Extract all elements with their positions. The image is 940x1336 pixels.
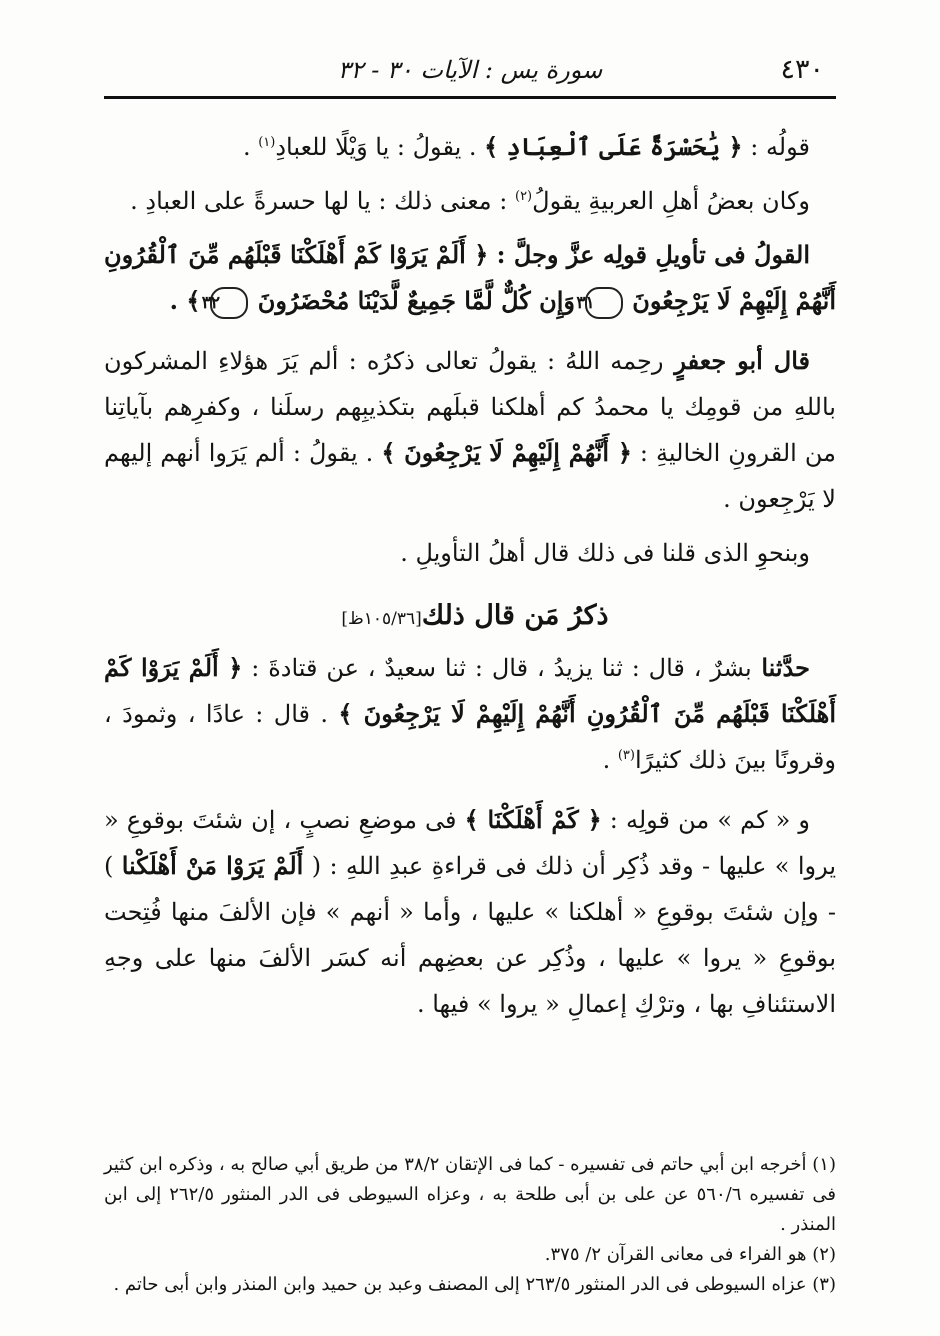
footnotes xyxy=(104,1150,836,1300)
paragraph-text: رحِمه اللهُ : يقولُ تعالى ذكرُه : ألم يَرَ هؤلاءِ المشركون باللهِ من قومِك يا محمدُ كم أهلكنا قبلَهم بتكذيبِهم رسلَنا ، وكفرِهم بآياتِنا من القرونِ الخاليةِ : xyxy=(104,347,837,467)
paragraph-text: . قال : عادًا ، وثمودَ ، وقرونًا بينَ ذلك كثيرًا xyxy=(104,700,836,774)
section-heading xyxy=(104,600,836,631)
footnote-ref: (٢) xyxy=(514,189,533,204)
chapter-lead: القولُ فى تأويلِ قولِه عزَّ وجلَّ : xyxy=(488,240,811,269)
quran-quote: ﴿ يَٰحَسْرَةً عَلَى ٱلْعِبَادِ ﴾ xyxy=(484,132,743,161)
footnote: (١) أخرجه ابن أبي حاتم فى تفسيره - كما فى الإتقان ٣٨/٢ من طريق أبي صالح به ، وذكره ابن كثير فى تفسيره ٥٦٠/٦ عن على بن أبى طلحة به ، وعزاه السيوطى فى الدر المنثور ٢٦٢/٥ إلى ابن المنذر . xyxy=(104,1154,836,1235)
footnote-ref: (١) xyxy=(258,135,276,150)
paragraph-text: وبنحوِ الذى قلنا فى ذلك قال أهلُ التأويلِ . xyxy=(400,539,810,567)
quran-quote-close: ﴾ . xyxy=(169,286,201,315)
running-title: سورة يس : الآيات ٣٠ - ٣٢ xyxy=(337,56,603,84)
footnote: (٣) عزاه السيوطى فى الدر المنثور ٢٦٣/٥ إلى المصنف وعبد بن حميد وابن المنذر وابن أبى حاتم . xyxy=(113,1274,836,1295)
paragraph-text: وكان بعضُ أهلِ العربيةِ يقولُ xyxy=(532,187,810,215)
ayah-number-marker: ٣٢ xyxy=(210,287,248,319)
quran-quote: وَإِن كُلٌّ لَّمَّا جَمِيعٌ لَّدَيْنَا مُحْضَرُونَ xyxy=(257,286,575,315)
paragraph xyxy=(104,645,836,783)
paragraph-lead: قولُه : xyxy=(742,133,810,161)
quran-quote: ﴿ أَلَمْ يَرَوْا كَمْ أَهْلَكْنَا قَبْلَهُم مِّنَ ٱلْقُرُونِ أَنَّهُمْ إِلَيْهِمْ لَا يَرْجِعُونَ ﴾ xyxy=(104,653,836,728)
manuscript-reference: [١٠٥/٣٦ظ] xyxy=(341,609,422,629)
header-rule xyxy=(104,96,836,99)
paragraph xyxy=(104,124,836,170)
paragraph-text: ) - وإن شئتَ بوقوعِ « أهلكنا » عليها ، وأما « أنهم » فإن الألفَ منها فُتِحت بوقوعِ « يروا » عليها ، وذُكِر عن بعضِهم أنه كسَر الألفَ منها على وجهِ الاستئنافِ بها ، وترْكِ إعمالِ « يروا » فيها . xyxy=(104,852,836,1018)
paragraph-text: . xyxy=(242,133,259,161)
main-text xyxy=(104,124,836,1027)
paragraph xyxy=(104,178,836,224)
paragraph xyxy=(104,232,836,324)
paragraph-text: : معنى ذلك : يا لها حسرةً على العبادِ . xyxy=(130,187,515,215)
paragraph-text: . يقولُ : ألم يَرَوا أنهم إليهم لا يَرْجِعون . xyxy=(104,439,836,513)
footnote-ref: (٣) xyxy=(617,748,635,763)
variant-reading: أَلَمْ يَرَوْا مَنْ أَهْلَكْنا xyxy=(121,851,304,880)
paragraph-text: فى موضعِ نصبٍ ، إن شئتَ بوقوعِ « يروا » عليها - وقد ذُكِر أن ذلك فى قراءةِ عبدِ اللهِ : ( xyxy=(104,806,836,880)
page-number: ٤٣٠ xyxy=(780,54,824,85)
quran-quote: ﴿ أَلَمْ يَرَوْا كَمْ أَهْلَكْنَا قَبْلَهُم مِّنَ ٱلْقُرُونِ أَنَّهُمْ إِلَيْهِمْ لَا يَرْجِعُونَ xyxy=(104,240,836,315)
paragraph xyxy=(104,338,836,522)
paragraph xyxy=(104,530,836,576)
ayah-number-marker: ٣١ xyxy=(585,287,623,319)
quran-quote: ﴿ أَنَّهُمْ إِلَيْهِمْ لَا يَرْجِعُونَ ﴾ xyxy=(381,438,632,467)
paragraph-text: و « كم » من قولِه : xyxy=(601,806,810,834)
paragraph-text: بشرٌ ، قال : ثنا يزيدُ ، قال : ثنا سعيدٌ ، عن قتادةَ : xyxy=(242,654,752,682)
paragraph-text: . xyxy=(602,746,618,774)
paragraph-text: . يقولُ : يا وَيْلًا للعبادِ xyxy=(275,133,485,161)
footnote: (٢) هو الفراء فى معانى القرآن ٢/ ٣٧٥. xyxy=(544,1244,836,1265)
section-title: ذكرُ مَن قال ذلك xyxy=(421,600,609,631)
quran-quote: ﴿ كَمْ أَهْلَكْنَا ﴾ xyxy=(464,805,602,834)
isnad-lead: حدَّثنا xyxy=(751,653,810,682)
page-header xyxy=(104,48,836,92)
author-lead: قال أبو جعفرٍ xyxy=(663,346,810,375)
paragraph xyxy=(104,797,836,1027)
